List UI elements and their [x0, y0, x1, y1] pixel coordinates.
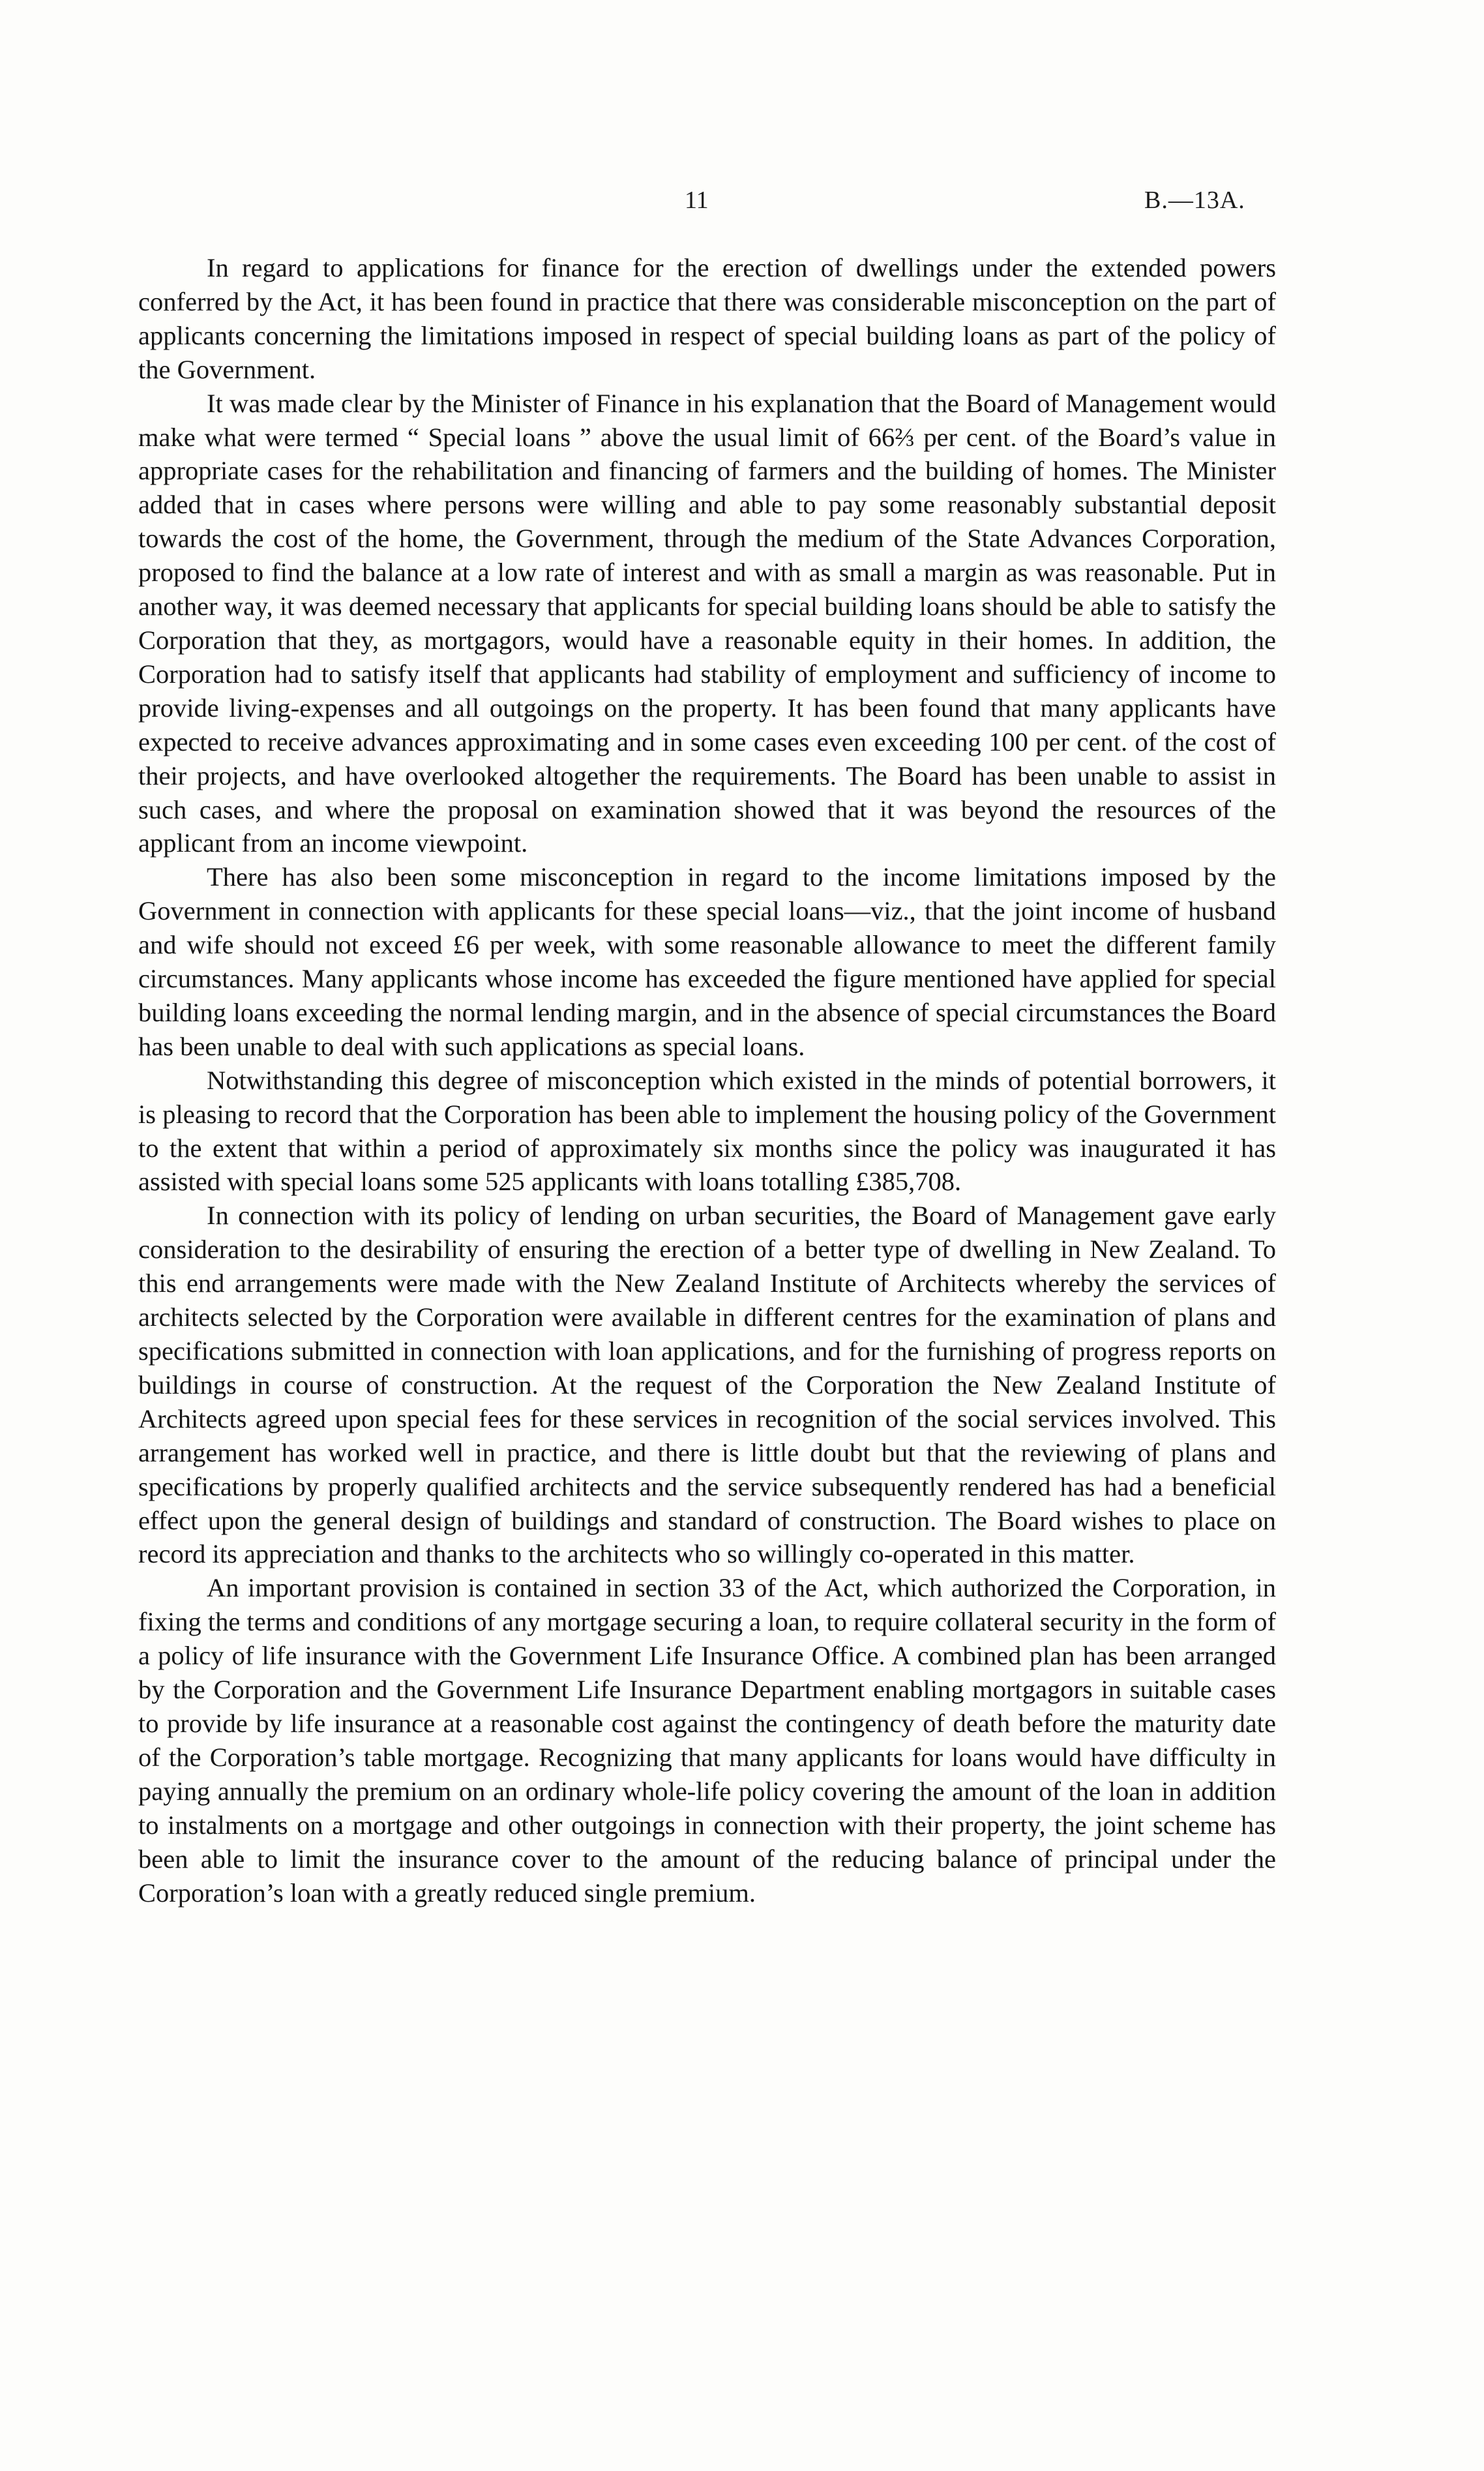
paragraph: It was made clear by the Minister of Finance in his explanation that the Board of Management would make what were termed “ Special loans ” above the usual limit of 66⅔ per cent. of the Board’s value in appropriate cases for the rehabilitation and financing of farmers and the building of homes. The Minister added that in cases where persons were willing and able to pay some reasonably substantial deposit towards the cost of the home, the Government, through the medium of the State Advances Corporation, proposed to find the balance at a low rate of interest and with as small a margin as was reasonable. Put in another way, it was deemed necessary that applicants for special building loans should be able to satisfy the Corporation that they, as mortgagors, would have a reasonable equity in their homes. In addition, the Corporation had to satisfy itself that applicants had stability of employment and sufficiency of income to provide living-expenses and all outgoings on the property. It has been found that many applicants have expected to receive advances approximating and in some cases even exceeding 100 per cent. of the cost of their projects, and have overlooked altogether the requirements. The Board has been unable to assist in such cases, and where the proposal on examination showed that it was beyond the resources of the applicant from an income viewpoint. [138, 388, 1276, 858]
paragraph: In connection with its policy of lending on urban securities, the Board of Management gave early consideration to the desirability of ensuring the erection of a better type of dwelling in New Zealand. To this end arrangements were made with the New Zealand Institute of Architects whereby the services of architects selected by the Corporation were available in different centres for the examination of plans and specifications submitted in connection with loan applications, and for the furnishing of progress reports on buildings in course of construction. At the request of the Corporation the New Zealand Institute of Architects agreed upon special fees for these services in recognition of the social services involved. This arrangement has worked well in practice, and there is little doubt but that the reviewing of plans and specifications by properly qualified architects and the service subsequently rendered has had a beneficial effect upon the general design of buildings and standard of construction. The Board wishes to place on record its appreciation and thanks to the architects who so willingly co-operated in this matter. [138, 1201, 1276, 1569]
page-number: 11 [685, 187, 709, 214]
paragraph: An important provision is contained in section 33 of the Act, which authorized the Corporation, in fixing the terms and conditions of any mortgage securing a loan, to require collateral security in the form of a policy of life insurance with the Government Life Insurance Office. A combined plan has been arranged by the Corporation and the Government Life Insurance Department enabling mortgagors in suitable cases to provide by life insurance at a reasonable cost against the contingency of death before the maturity date of the Corporation’s table mortgage. Recognizing that many applicants for loans would have difficulty in paying annually the premium on an ordinary whole-life policy covering the amount of the loan in addition to instalments on a mortgage and other outgoings in connection with their property, the joint scheme has been able to limit the insurance cover to the amount of the reducing balance of principal under the Corporation’s loan with a greatly reduced single premium. [138, 1573, 1276, 1908]
paragraph: Notwithstanding this degree of misconception which existed in the minds of potential borrowers, it is pleasing to record that the Corporation has been able to implement the housing policy of the Government to the extent that within a period of approximately six months since the policy was inaugurated it has assisted with special loans some 525 applicants with loans totalling £385,708. [138, 1065, 1276, 1197]
body-text [138, 251, 1276, 1909]
document-code: B.—13A. [1144, 187, 1245, 214]
paragraph: There has also been some misconception in regard to the income limitations imposed by the Government in connection with applicants for these special loans—viz., that the joint income of husband and wife should not exceed £6 per week, with some reasonable allowance to meet the different family circumstances. Many applicants whose income has exceeded the figure mentioned have applied for special building loans exceeding the normal lending margin, and in the absence of special circumstances the Board has been unable to deal with such applications as special loans. [138, 862, 1276, 1061]
paragraph: In regard to applications for finance for the erection of dwellings under the extended powers conferred by the Act, it has been found in practice that there was considerable misconception on the part of applicants concerning the limitations imposed in respect of special building loans as part of the policy of the Government. [138, 253, 1276, 384]
page-header [0, 186, 1484, 225]
